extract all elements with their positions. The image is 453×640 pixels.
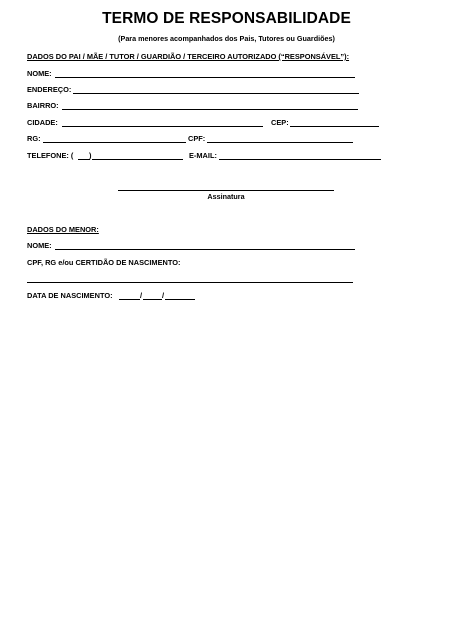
responsible-name-label: NOME: [27,69,52,78]
responsible-cpf-label: CPF: [188,134,206,143]
responsible-rg-line[interactable] [43,142,186,143]
minor-name-line[interactable] [55,249,355,250]
signature-label: Assinatura [207,192,245,201]
responsible-rg-label: RG: [27,134,41,143]
minor-birth-month-line[interactable] [143,299,162,300]
responsible-cpf-line[interactable] [207,142,353,143]
form-title: TERMO DE RESPONSABILIDADE [102,10,351,27]
responsible-name-line[interactable] [55,77,355,78]
responsible-address-line[interactable] [73,93,359,94]
responsible-phone-line[interactable] [92,159,183,160]
minor-birth-year-line[interactable] [165,299,195,300]
responsible-phone-paren: ) [89,151,92,160]
responsible-section-heading: DADOS DO PAI / MÃE / TUTOR / GUARDIÃO / TERCEIRO AUTORIZADO (“RESPONSÁVEL”): [27,52,350,61]
responsible-phone-label: TELEFONE: ( [27,151,74,160]
responsible-city-line[interactable] [62,126,263,127]
minor-name-label: NOME: [27,241,52,250]
responsible-zip-line[interactable] [290,126,379,127]
minor-birth-label: DATA DE NASCIMENTO: [27,291,113,300]
signature-line[interactable] [118,190,334,191]
minor-birth-sep1: / [140,291,143,300]
minor-section-heading: DADOS DO MENOR: [27,225,99,234]
responsible-address-label: ENDEREÇO: [27,85,72,94]
responsible-district-label: BAIRRO: [27,101,59,110]
minor-birth-day-line[interactable] [119,299,140,300]
responsible-city-label: CIDADE: [27,118,58,127]
minor-doc-line[interactable] [27,282,353,283]
responsible-email-line[interactable] [219,159,381,160]
minor-birth-sep2: / [162,291,165,300]
responsible-district-line[interactable] [62,109,358,110]
responsible-zip-label: CEP: [271,118,289,127]
minor-doc-label: CPF, RG e/ou CERTIDÃO DE NASCIMENTO: [27,258,181,267]
responsible-email-label: E-MAIL: [189,151,217,160]
form-subtitle: (Para menores acompanhados dos Pais, Tutores ou Guardiões) [118,34,335,43]
